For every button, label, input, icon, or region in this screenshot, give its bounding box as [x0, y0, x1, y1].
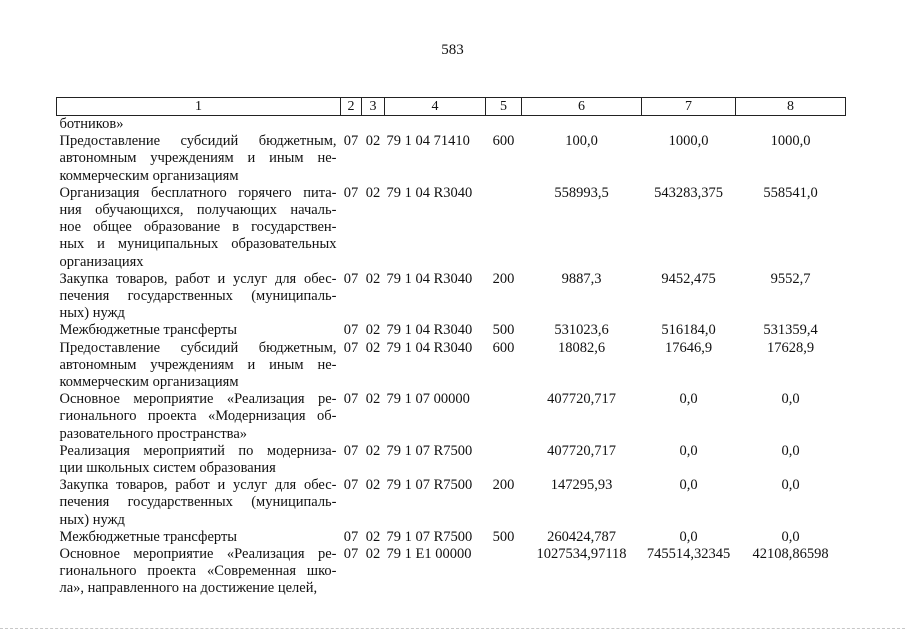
amount-col-6: 147295,93: [550, 477, 613, 494]
amount-col-6: 531023,6: [554, 322, 609, 339]
description-line: гионального проекта «Современная шко-: [59, 563, 337, 580]
row-description: [57, 391, 341, 443]
section-code: 07: [343, 339, 359, 356]
section-code: 07: [343, 442, 359, 459]
table-row: [57, 133, 846, 185]
subsection-code: 02: [365, 322, 381, 339]
description-line: ных) нужд: [59, 305, 125, 322]
subsection-code: 02: [365, 270, 381, 287]
subsection-code: [362, 116, 385, 134]
description-line: печения государственных (муниципаль-: [59, 288, 337, 305]
amount-col-8: 0,0: [781, 391, 800, 408]
target-article-code: 79 1 04 R3040: [386, 339, 473, 356]
amount-col-7: 516184,0: [661, 322, 716, 339]
amount-col-8: 17628,9: [766, 339, 815, 356]
expense-type-code: [486, 546, 522, 598]
budget-table-container: [56, 97, 845, 598]
row-description: [57, 185, 341, 271]
description-line: печения государственных (муниципаль-: [59, 494, 337, 511]
description-line: коммерческим организациям: [59, 167, 239, 184]
expense-type-code: 500: [492, 322, 515, 339]
table-row: [57, 529, 846, 546]
column-header: 2: [341, 98, 362, 116]
subsection-code: 02: [365, 391, 381, 408]
amount-col-6: 18082,6: [557, 339, 606, 356]
description-line: Межбюджетные трансферты: [59, 528, 238, 545]
amount-col-7: 0,0: [679, 528, 698, 545]
expense-type-code: [486, 391, 522, 443]
column-header: 1: [57, 98, 341, 116]
amount-col-6: 100,0: [565, 133, 598, 150]
row-description: [57, 340, 341, 392]
description-line: ботников»: [59, 116, 124, 132]
target-article-code: 79 1 07 00000: [386, 391, 470, 408]
target-article-code: 79 1 07 R7500: [386, 477, 473, 494]
amount-col-6: 1027534,97118: [536, 546, 627, 563]
section-code: 07: [343, 477, 359, 494]
section-code: 07: [343, 322, 359, 339]
description-line: Предоставление субсидий бюджетным,: [59, 339, 337, 356]
row-description: [57, 133, 341, 185]
subsection-code: 02: [365, 546, 381, 563]
expense-type-code: 200: [492, 477, 515, 494]
scan-edge-divider: [0, 628, 905, 630]
table-row: [57, 322, 846, 339]
amount-col-8: 9552,7: [770, 270, 811, 287]
section-code: 07: [343, 184, 359, 201]
target-article-code: 79 1 04 R3040: [386, 270, 473, 287]
target-article-code: 79 1 E1 00000: [386, 546, 472, 563]
target-article-code: [385, 116, 486, 134]
row-description: [57, 546, 341, 598]
description-line: организациях: [59, 253, 144, 270]
row-description: [57, 116, 341, 134]
amount-col-7: 1000,0: [668, 133, 709, 150]
table-row: [57, 443, 846, 477]
subsection-code: 02: [365, 184, 381, 201]
column-header: 4: [385, 98, 486, 116]
target-article-code: 79 1 07 R7500: [386, 442, 473, 459]
section-code: 07: [343, 528, 359, 545]
description-line: автономным учреждениям и иным не-: [59, 356, 337, 373]
column-header: 6: [522, 98, 642, 116]
amount-col-6: 558993,5: [554, 184, 609, 201]
table-body: [57, 116, 846, 598]
row-description: [57, 477, 341, 529]
subsection-code: 02: [365, 528, 381, 545]
target-article-code: 79 1 07 R7500: [386, 528, 473, 545]
description-line: Межбюджетные трансферты: [59, 322, 238, 339]
description-line: коммерческим организациям: [59, 374, 239, 391]
target-article-code: 79 1 04 R3040: [386, 322, 473, 339]
section-code: 07: [343, 133, 359, 150]
description-line: автономным учреждениям и иным не-: [59, 150, 337, 167]
target-article-code: 79 1 04 R3040: [386, 184, 473, 201]
description-line: Предоставление субсидий бюджетным,: [59, 133, 337, 150]
description-line: ных) нужд: [59, 511, 125, 528]
amount-col-7: 745514,32345: [646, 546, 731, 563]
amount-col-8: 1000,0: [770, 133, 811, 150]
description-line: ных и муниципальных образовательных: [59, 236, 337, 253]
column-header: 5: [486, 98, 522, 116]
amount-col-6: 407720,717: [547, 391, 616, 408]
amount-col-6: 9887,3: [561, 270, 602, 287]
expense-type-code: [486, 443, 522, 477]
table-row: [57, 391, 846, 443]
amount-col-6: [522, 116, 642, 134]
description-line: Основное мероприятие «Реализация ре-: [59, 391, 337, 408]
section-code: 07: [343, 546, 359, 563]
expense-type-code: 200: [492, 270, 515, 287]
table-row: [57, 116, 846, 134]
amount-col-7: 9452,475: [661, 270, 716, 287]
description-line: Организация бесплатного горячего пита-: [59, 184, 337, 201]
page-number: 583: [441, 42, 464, 58]
row-description: [57, 271, 341, 323]
description-line: ния обучающихся, получающих началь-: [59, 202, 337, 219]
target-article-code: 79 1 04 71410: [386, 133, 470, 150]
amount-col-7: 17646,9: [664, 339, 713, 356]
description-line: Реализация мероприятий по модерниза-: [59, 442, 337, 459]
amount-col-8: 0,0: [781, 477, 800, 494]
description-line: ное общее образование в государствен-: [59, 219, 337, 236]
amount-col-8: 42108,86598: [752, 546, 829, 563]
amount-col-7: 0,0: [679, 391, 698, 408]
description-line: Основное мероприятие «Реализация ре-: [59, 546, 337, 563]
amount-col-7: 0,0: [679, 477, 698, 494]
subsection-code: 02: [365, 133, 381, 150]
expense-type-code: 600: [492, 339, 515, 356]
expense-type-code: [486, 185, 522, 271]
table-row: [57, 477, 846, 529]
table-row: [57, 271, 846, 323]
row-description: [57, 529, 341, 546]
description-line: разовательного пространства»: [59, 425, 248, 442]
amount-col-8: 558541,0: [763, 184, 818, 201]
description-line: Закупка товаров, работ и услуг для обес-: [59, 477, 337, 494]
expense-type-code: 600: [492, 133, 515, 150]
amount-col-8: [736, 116, 846, 134]
table-row: [57, 546, 846, 598]
budget-table: [56, 97, 846, 598]
amount-col-8: 0,0: [781, 528, 800, 545]
expense-type-code: [486, 116, 522, 134]
amount-col-7: 0,0: [679, 442, 698, 459]
row-description: [57, 443, 341, 477]
table-row: [57, 185, 846, 271]
subsection-code: 02: [365, 339, 381, 356]
row-description: [57, 322, 341, 339]
section-code: [341, 116, 362, 134]
amount-col-7: [642, 116, 736, 134]
table-row: [57, 340, 846, 392]
amount-col-6: 260424,787: [547, 528, 616, 545]
expense-type-code: 500: [492, 528, 515, 545]
amount-col-7: 543283,375: [654, 184, 723, 201]
description-line: ции школьных систем образования: [59, 460, 276, 477]
column-header: 3: [362, 98, 385, 116]
description-line: ла», направленного на достижение целей,: [59, 580, 318, 597]
description-line: Закупка товаров, работ и услуг для обес-: [59, 270, 337, 287]
amount-col-8: 0,0: [781, 442, 800, 459]
amount-col-6: 407720,717: [547, 442, 616, 459]
amount-col-8: 531359,4: [763, 322, 818, 339]
section-code: 07: [343, 391, 359, 408]
description-line: гионального проекта «Модернизация об-: [59, 408, 337, 425]
column-header-row: [57, 98, 846, 116]
column-header: 8: [736, 98, 846, 116]
subsection-code: 02: [365, 442, 381, 459]
subsection-code: 02: [365, 477, 381, 494]
section-code: 07: [343, 270, 359, 287]
column-header: 7: [642, 98, 736, 116]
